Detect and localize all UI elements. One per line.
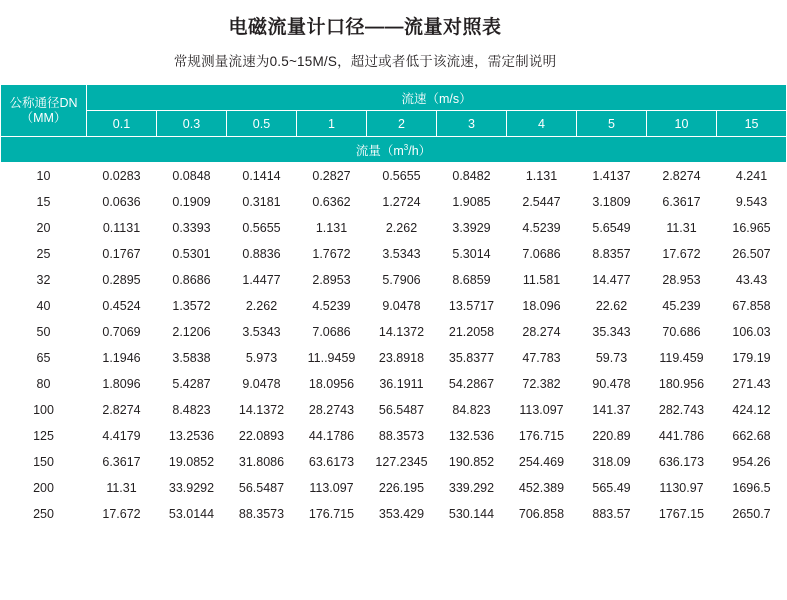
cell-flow: 17.672 — [647, 241, 717, 267]
cell-flow: 2.8274 — [87, 397, 157, 423]
cell-flow: 883.57 — [577, 501, 647, 527]
table-row — [1, 501, 787, 527]
cell-flow: 1130.97 — [647, 475, 717, 501]
table-row — [1, 319, 787, 345]
cell-flow: 5.973 — [227, 345, 297, 371]
cell-flow: 132.536 — [437, 423, 507, 449]
cell-flow: 5.7906 — [367, 267, 437, 293]
cell-flow: 14.1372 — [227, 397, 297, 423]
cell-flow: 28.2743 — [297, 397, 367, 423]
table-row — [1, 371, 787, 397]
cell-flow: 23.8918 — [367, 345, 437, 371]
cell-dn: 40 — [1, 293, 87, 319]
cell-flow: 3.1809 — [577, 189, 647, 215]
cell-flow: 0.7069 — [87, 319, 157, 345]
cell-flow: 8.8357 — [577, 241, 647, 267]
table-row — [1, 267, 787, 293]
flow-comparison-table — [0, 84, 787, 527]
header-row-speed-values — [1, 111, 787, 137]
cell-flow: 113.097 — [297, 475, 367, 501]
cell-flow: 220.89 — [577, 423, 647, 449]
cell-flow: 18.0956 — [297, 371, 367, 397]
page-subtitle: 常规测量流速为0.5~15M/S，超过或者低于该流速，需定制说明 — [173, 54, 557, 69]
cell-flow: 44.1786 — [297, 423, 367, 449]
cell-flow: 1.3572 — [157, 293, 227, 319]
cell-flow: 0.1131 — [87, 215, 157, 241]
cell-dn: 150 — [1, 449, 87, 475]
cell-flow: 441.786 — [647, 423, 717, 449]
cell-flow: 0.2827 — [297, 163, 367, 189]
cell-flow: 47.783 — [507, 345, 577, 371]
cell-flow: 3.5343 — [367, 241, 437, 267]
cell-flow: 176.715 — [297, 501, 367, 527]
cell-flow: 3.3929 — [437, 215, 507, 241]
table-row — [1, 163, 787, 189]
cell-flow: 0.0848 — [157, 163, 227, 189]
cell-dn: 125 — [1, 423, 87, 449]
cell-flow: 54.2867 — [437, 371, 507, 397]
table-row — [1, 345, 787, 371]
cell-flow: 13.2536 — [157, 423, 227, 449]
cell-flow: 4.5239 — [297, 293, 367, 319]
cell-dn: 50 — [1, 319, 87, 345]
cell-flow: 190.852 — [437, 449, 507, 475]
cell-flow: 141.37 — [577, 397, 647, 423]
cell-flow: 0.5655 — [227, 215, 297, 241]
cell-flow: 0.3393 — [157, 215, 227, 241]
cell-flow: 16.965 — [717, 215, 787, 241]
cell-flow: 88.3573 — [367, 423, 437, 449]
cell-flow: 13.5717 — [437, 293, 507, 319]
table-row — [1, 241, 787, 267]
table-row — [1, 215, 787, 241]
header-flow-sup: 3 — [403, 142, 409, 152]
cell-flow: 1696.5 — [717, 475, 787, 501]
cell-flow: 7.0686 — [507, 241, 577, 267]
cell-flow: 0.1909 — [157, 189, 227, 215]
cell-flow: 452.389 — [507, 475, 577, 501]
header-flow-prefix: 流量（m — [355, 143, 404, 158]
cell-flow: 45.239 — [647, 293, 717, 319]
header-dn-line2: （MM） — [20, 110, 67, 125]
cell-flow: 14.477 — [577, 267, 647, 293]
cell-flow: 0.8686 — [157, 267, 227, 293]
cell-flow: 11.581 — [507, 267, 577, 293]
cell-flow: 530.144 — [437, 501, 507, 527]
cell-dn: 80 — [1, 371, 87, 397]
cell-flow: 90.478 — [577, 371, 647, 397]
cell-flow: 33.9292 — [157, 475, 227, 501]
cell-dn: 15 — [1, 189, 87, 215]
cell-flow: 5.4287 — [157, 371, 227, 397]
cell-flow: 106.03 — [717, 319, 787, 345]
cell-flow: 424.12 — [717, 397, 787, 423]
cell-flow: 179.19 — [717, 345, 787, 371]
cell-flow: 11.31 — [647, 215, 717, 241]
cell-flow: 0.8836 — [227, 241, 297, 267]
cell-flow: 72.382 — [507, 371, 577, 397]
cell-dn: 25 — [1, 241, 87, 267]
cell-flow: 1.131 — [297, 215, 367, 241]
cell-flow: 565.49 — [577, 475, 647, 501]
cell-flow: 318.09 — [577, 449, 647, 475]
cell-flow: 954.26 — [717, 449, 787, 475]
cell-flow: 9.543 — [717, 189, 787, 215]
header-cell-dn — [1, 85, 87, 137]
header-dn-line1: 公称通径DN — [9, 95, 78, 110]
cell-flow: 1.131 — [507, 163, 577, 189]
cell-flow: 0.4524 — [87, 293, 157, 319]
cell-flow: 5.3014 — [437, 241, 507, 267]
cell-flow: 35.343 — [577, 319, 647, 345]
header-speed-9: 15 — [717, 111, 787, 137]
table-row — [1, 189, 787, 215]
cell-flow: 254.469 — [507, 449, 577, 475]
cell-flow: 2.262 — [367, 215, 437, 241]
cell-flow: 56.5487 — [227, 475, 297, 501]
table-row — [1, 449, 787, 475]
cell-flow: 18.096 — [507, 293, 577, 319]
header-speed-4: 2 — [367, 111, 437, 137]
header-cell-flow — [1, 137, 787, 163]
cell-flow: 26.507 — [717, 241, 787, 267]
page-title: 电磁流量计口径——流量对照表 — [228, 17, 502, 38]
cell-flow: 56.5487 — [367, 397, 437, 423]
header-speed-1: 0.3 — [157, 111, 227, 137]
cell-flow: 180.956 — [647, 371, 717, 397]
cell-flow: 0.2895 — [87, 267, 157, 293]
cell-flow: 19.0852 — [157, 449, 227, 475]
cell-flow: 282.743 — [647, 397, 717, 423]
cell-flow: 35.8377 — [437, 345, 507, 371]
cell-flow: 636.173 — [647, 449, 717, 475]
cell-flow: 339.292 — [437, 475, 507, 501]
cell-flow: 2.8274 — [647, 163, 717, 189]
cell-flow: 6.3617 — [87, 449, 157, 475]
cell-flow: 11..9459 — [297, 345, 367, 371]
page-root — [0, 12, 771, 600]
cell-dn: 200 — [1, 475, 87, 501]
cell-flow: 7.0686 — [297, 319, 367, 345]
header-speed-5: 3 — [437, 111, 507, 137]
header-speed-8: 10 — [647, 111, 717, 137]
cell-flow: 4.5239 — [507, 215, 577, 241]
cell-flow: 5.6549 — [577, 215, 647, 241]
cell-flow: 0.6362 — [297, 189, 367, 215]
cell-flow: 0.3181 — [227, 189, 297, 215]
table-row — [1, 423, 787, 449]
cell-flow: 9.0478 — [367, 293, 437, 319]
cell-flow: 0.8482 — [437, 163, 507, 189]
cell-flow: 70.686 — [647, 319, 717, 345]
cell-flow: 1.9085 — [437, 189, 507, 215]
header-row-flow — [1, 137, 787, 163]
header-cell-speed: 流速（m/s） — [87, 85, 787, 111]
cell-flow: 1.1946 — [87, 345, 157, 371]
table-row — [1, 475, 787, 501]
cell-flow: 8.6859 — [437, 267, 507, 293]
cell-flow: 1.4137 — [577, 163, 647, 189]
cell-flow: 17.672 — [87, 501, 157, 527]
cell-flow: 226.195 — [367, 475, 437, 501]
cell-flow: 271.43 — [717, 371, 787, 397]
cell-flow: 8.4823 — [157, 397, 227, 423]
cell-flow: 22.0893 — [227, 423, 297, 449]
cell-flow: 14.1372 — [367, 319, 437, 345]
cell-flow: 67.858 — [717, 293, 787, 319]
cell-flow: 2.262 — [227, 293, 297, 319]
cell-flow: 31.8086 — [227, 449, 297, 475]
cell-flow: 28.274 — [507, 319, 577, 345]
header-flow-suffix: /h） — [408, 143, 432, 158]
cell-flow: 11.31 — [87, 475, 157, 501]
header-speed-0: 0.1 — [87, 111, 157, 137]
cell-flow: 21.2058 — [437, 319, 507, 345]
header-speed-3: 1 — [297, 111, 367, 137]
cell-flow: 0.1767 — [87, 241, 157, 267]
cell-flow: 36.1911 — [367, 371, 437, 397]
cell-flow: 0.0636 — [87, 189, 157, 215]
cell-flow: 127.2345 — [367, 449, 437, 475]
cell-flow: 84.823 — [437, 397, 507, 423]
cell-flow: 4.241 — [717, 163, 787, 189]
cell-dn: 250 — [1, 501, 87, 527]
header-speed-6: 4 — [507, 111, 577, 137]
cell-flow: 6.3617 — [647, 189, 717, 215]
table-body — [1, 163, 787, 527]
cell-flow: 176.715 — [507, 423, 577, 449]
table-header — [1, 85, 787, 163]
cell-flow: 113.097 — [507, 397, 577, 423]
cell-flow: 2650.7 — [717, 501, 787, 527]
cell-flow: 63.6173 — [297, 449, 367, 475]
cell-flow: 2.5447 — [507, 189, 577, 215]
cell-flow: 28.953 — [647, 267, 717, 293]
cell-dn: 20 — [1, 215, 87, 241]
cell-flow: 2.8953 — [297, 267, 367, 293]
table-row — [1, 293, 787, 319]
cell-flow: 0.1414 — [227, 163, 297, 189]
cell-flow: 1.7672 — [297, 241, 367, 267]
cell-dn: 32 — [1, 267, 87, 293]
header-speed-2: 0.5 — [227, 111, 297, 137]
table-row — [1, 397, 787, 423]
cell-flow: 43.43 — [717, 267, 787, 293]
cell-flow: 1.8096 — [87, 371, 157, 397]
cell-flow: 1767.15 — [647, 501, 717, 527]
cell-dn: 100 — [1, 397, 87, 423]
cell-flow: 2.1206 — [157, 319, 227, 345]
cell-flow: 59.73 — [577, 345, 647, 371]
cell-flow: 9.0478 — [227, 371, 297, 397]
cell-flow: 0.5655 — [367, 163, 437, 189]
cell-flow: 4.4179 — [87, 423, 157, 449]
cell-dn: 65 — [1, 345, 87, 371]
cell-flow: 662.68 — [717, 423, 787, 449]
cell-dn: 10 — [1, 163, 87, 189]
cell-flow: 3.5343 — [227, 319, 297, 345]
cell-flow: 0.5301 — [157, 241, 227, 267]
cell-flow: 119.459 — [647, 345, 717, 371]
cell-flow: 706.858 — [507, 501, 577, 527]
header-speed-7: 5 — [577, 111, 647, 137]
cell-flow: 22.62 — [577, 293, 647, 319]
cell-flow: 53.0144 — [157, 501, 227, 527]
header-row-speed — [1, 85, 787, 111]
cell-flow: 1.4477 — [227, 267, 297, 293]
cell-flow: 88.3573 — [227, 501, 297, 527]
cell-flow: 1.2724 — [367, 189, 437, 215]
cell-flow: 0.0283 — [87, 163, 157, 189]
cell-flow: 353.429 — [367, 501, 437, 527]
cell-flow: 3.5838 — [157, 345, 227, 371]
